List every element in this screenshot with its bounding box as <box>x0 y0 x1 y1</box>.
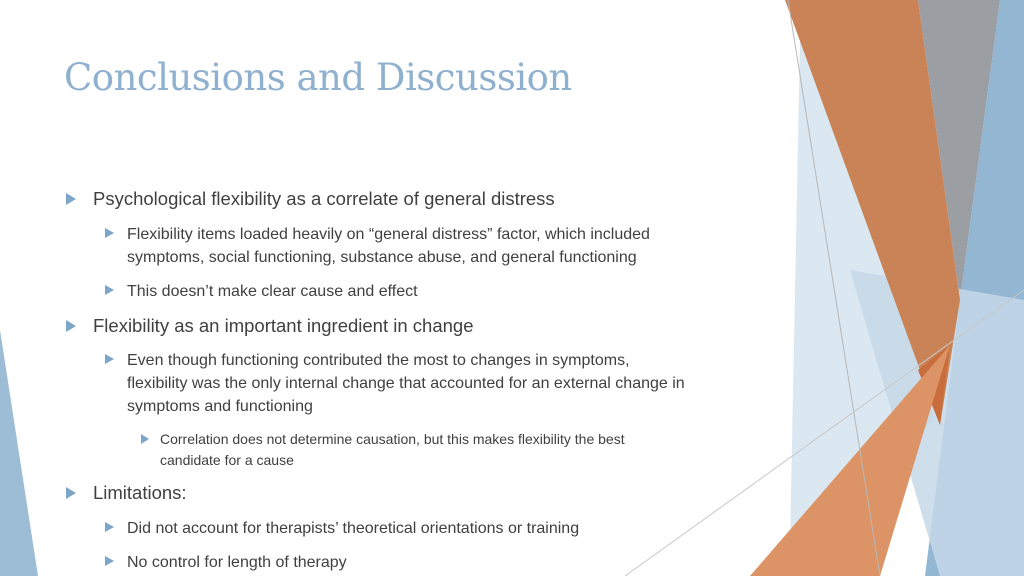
sub-bullet-text-line: flexibility was the only internal change that accounted for an external change in <box>127 375 685 392</box>
slide-title: Conclusions and Discussion <box>64 56 572 99</box>
triangle-right-icon <box>105 285 114 295</box>
bullet-text: Limitations: <box>93 482 187 503</box>
sub-bullet-item <box>127 223 650 269</box>
triangle-right-icon <box>141 434 149 444</box>
bullet-item <box>93 481 187 505</box>
sub-bullet-item <box>127 551 347 574</box>
sub-bullet-item <box>127 517 579 540</box>
left-edge-shape <box>0 330 38 576</box>
sub-bullet-text-line: Even though functioning contributed the most to changes in symptoms, <box>127 352 630 369</box>
triangle-right-icon <box>105 556 114 566</box>
triangle-right-icon <box>105 354 114 364</box>
sub-bullet-text: This doesn’t make clear cause and effect <box>127 283 418 300</box>
sub-sub-bullet-text-line: Correlation does not determine causation, but this makes flexibility the best <box>160 431 625 447</box>
sub-bullet-text: Did not account for therapists’ theoretical orientations or training <box>127 520 580 537</box>
triangle-right-icon <box>66 193 76 205</box>
triangle-right-icon <box>105 522 114 532</box>
triangle-right-icon <box>105 228 114 238</box>
sub-bullet-text-line: symptoms, social functioning, substance abuse, and general functioning <box>127 249 637 266</box>
sub-sub-bullet-text-line: candidate for a cause <box>160 452 294 468</box>
triangle-right-icon <box>66 487 76 499</box>
bullet-item <box>93 187 555 211</box>
sub-sub-bullet-item <box>160 429 625 471</box>
bullet-item <box>93 314 474 338</box>
sub-bullet-item <box>127 280 418 303</box>
sub-bullet-item <box>127 349 685 418</box>
bullet-text: Flexibility as an important ingredient in change <box>93 315 474 336</box>
sub-bullet-text-line: Flexibility items loaded heavily on “general distress” factor, which included <box>127 226 650 243</box>
sub-bullet-text-line: symptoms and functioning <box>127 398 313 415</box>
bullet-text: Psychological flexibility as a correlate of general distress <box>93 188 555 209</box>
triangle-right-icon <box>66 320 76 332</box>
sub-bullet-text: No control for length of therapy <box>127 554 347 571</box>
